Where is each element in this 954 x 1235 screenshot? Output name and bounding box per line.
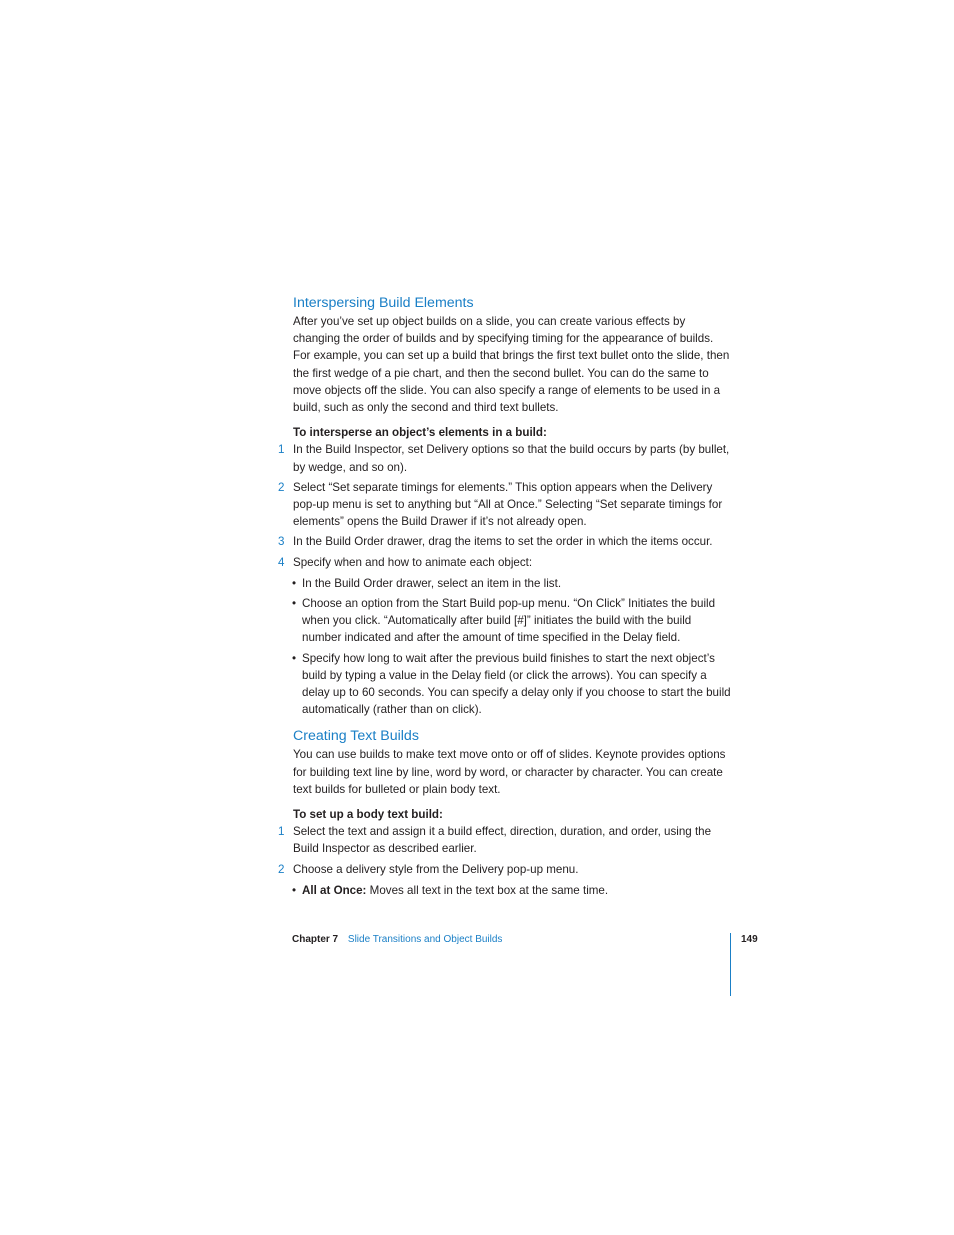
step-item [278,823,733,857]
bullet-item [292,595,733,647]
bullet-icon: • [292,597,297,611]
step-number: 1 [278,443,285,457]
task-label-text-build: To set up a body text build: [293,808,443,822]
step-text: Select the text and assign it a build effect, direction, duration, and order, using the Build Inspector as described earlier. [293,825,712,856]
section-title-interspersing: Interspersing Build Elements [293,295,474,311]
steps-list-intersperse [278,441,733,570]
step-number: 2 [278,480,285,494]
bullet-item [292,882,733,899]
page-body [278,294,733,902]
step-item [278,533,733,550]
step-text: Specify when and how to animate each object: [293,555,533,569]
step-item [278,861,733,878]
bullet-icon: • [292,651,297,665]
bullet-term: All at Once: [302,883,367,897]
bullet-icon: • [292,883,297,897]
step-number: 3 [278,535,285,549]
section-intro-paragraph: After you’ve set up object builds on a slide, you can create various effects by changing the order of builds and by specifying timing for the appearance of builds. For example, you can set up a build that brings the first text bullet onto the slide, then the first wedge of a pie chart, and then the second bullet. You can do the same to move objects off the slide. You can also specify a range of elements to be used in a build, such as only the second and third text bullets. [293,315,730,415]
step-text: In the Build Inspector, set Delivery options so that the build occurs by parts (by bullet, by wedge, and so on). [293,443,730,474]
footer-chapter-label: Chapter 7 [292,934,339,945]
step-item [278,441,733,475]
bullet-list-animate [293,575,733,719]
page-number: 149 [741,934,758,945]
bullet-text: In the Build Order drawer, select an item in the list. [302,576,562,590]
step-item [278,479,733,531]
step-text: In the Build Order drawer, drag the items to set the order in which the items occur. [293,535,713,549]
footer-chapter-title: Slide Transitions and Object Builds [347,934,503,945]
section-title-text-builds: Creating Text Builds [293,728,419,745]
task-label-intersperse: To intersperse an object’s elements in a build: [293,426,547,440]
step-item [278,554,733,571]
step-text: Select “Set separate timings for elements.” This option appears when the Delivery pop-up menu is set to anything but “All at Once.” Selecting “Set separate timings for elements” opens the Build Drawer if it’s not already open. [293,480,723,529]
page-footer [292,933,502,947]
bullet-item [292,575,733,592]
bullet-icon: • [292,576,297,590]
step-number: 2 [278,862,285,876]
bullet-text: Specify how long to wait after the previous build finishes to start the next object’s build by typing a value in the Delay field (or click the arrows). You can specify a delay up to 60 seconds. You can specify a delay only if you choose to start the build automatically (rather than on click). [302,651,731,717]
bullet-text: Choose an option from the Start Build pop-up menu. “On Click” Initiates the build when you click. “Automatically after build [#]” initiates the build with the build number indicated and after the amount of time specified in the Delay field. [302,597,716,645]
bullet-list-delivery [293,882,733,899]
bullet-item [292,650,733,719]
step-text: Choose a delivery style from the Delivery pop-up menu. [293,862,579,876]
footer-divider [730,933,731,996]
section-intro-paragraph: You can use builds to make text move onto or off of slides. Keynote provides options for building text line by line, word by word, or character by character. You can create text builds for bulleted or plain body text. [293,748,726,796]
step-number: 1 [278,825,285,839]
steps-list-text-build [278,823,733,878]
step-number: 4 [278,555,285,569]
bullet-text: Moves all text in the text box at the same time. [369,883,609,897]
